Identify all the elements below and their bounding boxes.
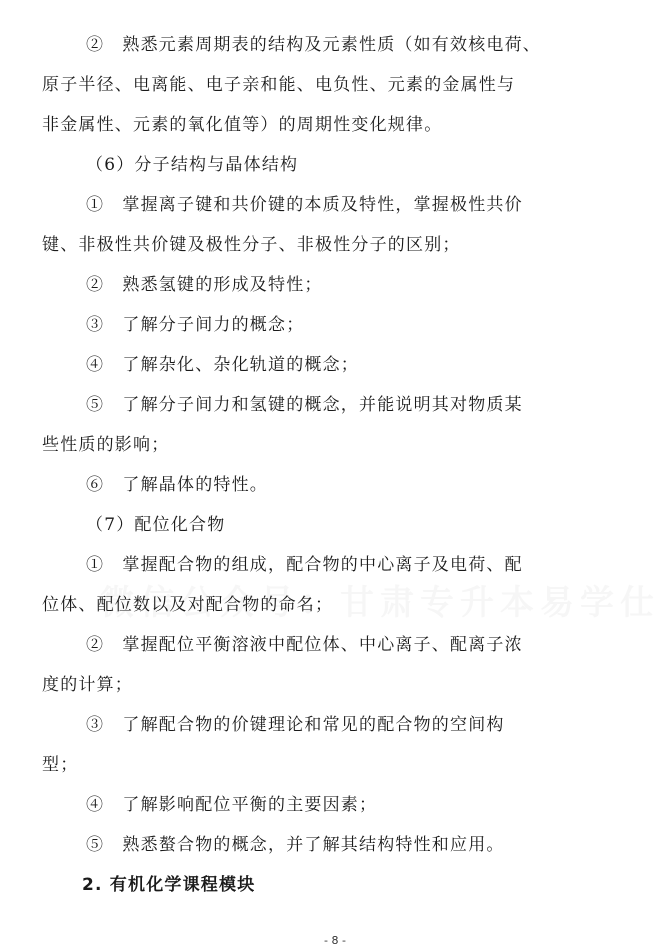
text-line: ⑤ 熟悉螯合物的概念，并了解其结构特性和应用。: [86, 835, 505, 855]
text-line: ④ 了解杂化、杂化轨道的概念；: [86, 355, 359, 375]
page-number: - 8 -: [324, 934, 346, 947]
section-heading: （7）配位化合物: [86, 515, 226, 535]
text-line: 些性质的影响；: [42, 435, 170, 455]
section-heading: （6）分子结构与晶体结构: [86, 155, 299, 175]
text-line: ④ 了解影响配位平衡的主要因素；: [86, 795, 378, 815]
text-line: ② 熟悉氢键的形成及特性；: [86, 275, 323, 295]
module-heading: 2. 有机化学课程模块: [82, 875, 256, 895]
text-line: 非金属性、元素的氧化值等）的周期性变化规律。: [42, 115, 443, 135]
text-line: ① 掌握配合物的组成，配合物的中心离子及电荷、配: [86, 555, 523, 575]
text-line: ③ 了解分子间力的概念；: [86, 315, 305, 335]
text-line: 键、非极性共价键及极性分子、非极性分子的区别；: [42, 235, 461, 255]
text-line: ⑥ 了解晶体的特性。: [86, 475, 268, 495]
text-line: ⑤ 了解分子间力和氢键的概念，并能说明其对物质某: [86, 395, 523, 415]
text-line: 位体、配位数以及对配合物的命名；: [42, 595, 334, 615]
text-line: 度的计算；: [42, 675, 133, 695]
text-line: ② 掌握配位平衡溶液中配位体、中心离子、配离子浓: [86, 635, 523, 655]
text-line: ③ 了解配合物的价键理论和常见的配合物的空间构: [86, 715, 505, 735]
text-line: 原子半径、电离能、电子亲和能、电负性、元素的金属性与: [42, 75, 516, 95]
text-line: ① 掌握离子键和共价键的本质及特性，掌握极性共价: [86, 195, 523, 215]
text-line: 型；: [42, 755, 79, 775]
text-line: ② 熟悉元素周期表的结构及元素性质（如有效核电荷、: [86, 35, 541, 55]
